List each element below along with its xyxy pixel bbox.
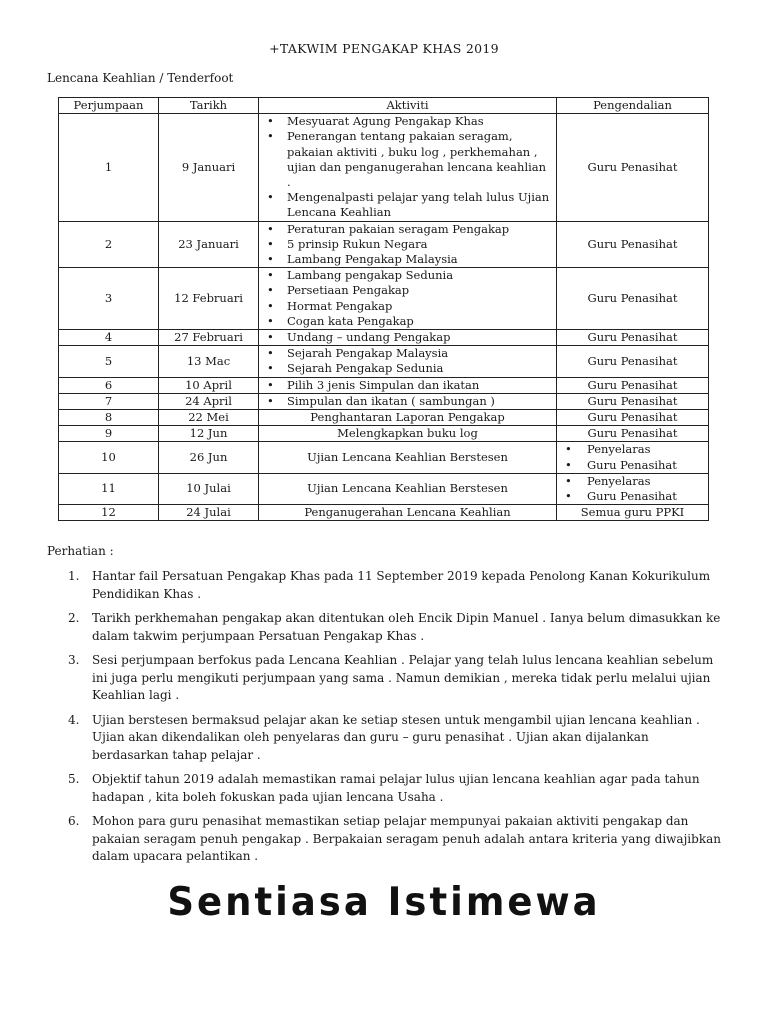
meeting-number: 7 xyxy=(59,393,159,409)
table-row xyxy=(59,114,709,221)
table-row xyxy=(59,346,709,377)
note-text: Sesi perjumpaan berfokus pada Lencana Keahlian . Pelajar yang telah lulus lencana keahlian sebelum ini juga perlu mengikuti perjumpaan yang sama . Namun demikian , mereka tidak perlu melalui ujian Keahlian lagi . xyxy=(92,653,714,702)
meeting-number: 10 xyxy=(59,442,159,473)
activity-cell xyxy=(259,377,557,393)
handler-item: • Guru Penasihat xyxy=(561,458,704,473)
handler-cell: Guru Penasihat xyxy=(557,330,709,346)
activity-item: • Sejarah Pengakap Sedunia xyxy=(263,361,552,376)
meeting-number: 6 xyxy=(59,377,159,393)
handler-cell: Guru Penasihat xyxy=(557,268,709,330)
table-row xyxy=(59,410,709,426)
meeting-number: 9 xyxy=(59,426,159,442)
activity-item: • 5 prinsip Rukun Negara xyxy=(263,237,552,252)
activity-item: • Lambang pengakap Sedunia xyxy=(263,268,552,283)
list-item xyxy=(62,610,722,645)
header-perjumpaan: Perjumpaan xyxy=(59,98,159,114)
note-text: Hantar fail Persatuan Pengakap Khas pada 11 September 2019 kepada Penolong Kanan Kokurikulum Pendidikan Khas . xyxy=(92,569,711,601)
meeting-number: 11 xyxy=(59,473,159,504)
activity-cell: Ujian Lencana Keahlian Berstesen xyxy=(259,473,557,504)
table-row xyxy=(59,426,709,442)
notes-heading: Perhatian : xyxy=(47,544,114,558)
table-row xyxy=(59,505,709,521)
handler-cell: Guru Penasihat xyxy=(557,393,709,409)
activity-item: • Peraturan pakaian seragam Pengakap xyxy=(263,222,552,237)
header-aktiviti: Aktiviti xyxy=(259,98,557,114)
meeting-number: 3 xyxy=(59,268,159,330)
activity-cell: Penganugerahan Lencana Keahlian xyxy=(259,505,557,521)
meeting-date: 23 Januari xyxy=(159,221,259,268)
meeting-date: 10 Julai xyxy=(159,473,259,504)
meeting-date: 26 Jun xyxy=(159,442,259,473)
note-number: 6. xyxy=(68,814,80,828)
activity-item: • Lambang Pengakap Malaysia xyxy=(263,252,552,267)
table-row xyxy=(59,330,709,346)
meeting-number: 2 xyxy=(59,221,159,268)
activity-cell xyxy=(259,346,557,377)
note-number: 1. xyxy=(68,569,80,583)
meeting-number: 1 xyxy=(59,114,159,221)
meeting-number: 12 xyxy=(59,505,159,521)
list-item xyxy=(62,712,722,765)
notes-list xyxy=(62,568,722,873)
activity-item: • Hormat Pengakap xyxy=(263,299,552,314)
table-row xyxy=(59,473,709,504)
table-header-row xyxy=(59,98,709,114)
list-item xyxy=(62,813,722,866)
activity-cell xyxy=(259,268,557,330)
handler-cell: Guru Penasihat xyxy=(557,346,709,377)
note-number: 2. xyxy=(68,611,80,625)
note-text: Tarikh perkhemahan pengakap akan ditentukan oleh Encik Dipin Manuel . Ianya belum dimasukkan ke dalam takwim perjumpaan Persatuan Pengakap Khas . xyxy=(92,611,721,643)
handler-cell: Guru Penasihat xyxy=(557,114,709,221)
meeting-date: 27 Februari xyxy=(159,330,259,346)
activity-cell: Penghantaran Laporan Pengakap xyxy=(259,410,557,426)
handler-cell: Guru Penasihat xyxy=(557,410,709,426)
meeting-date: 24 April xyxy=(159,393,259,409)
activity-item: • Undang – undang Pengakap xyxy=(263,330,552,345)
table-row xyxy=(59,377,709,393)
activity-cell: Ujian Lencana Keahlian Berstesen xyxy=(259,442,557,473)
meeting-number: 4 xyxy=(59,330,159,346)
document-subtitle: Lencana Keahlian / Tenderfoot xyxy=(47,71,234,85)
meeting-date: 12 Februari xyxy=(159,268,259,330)
meeting-date: 9 Januari xyxy=(159,114,259,221)
list-item xyxy=(62,771,722,806)
handler-cell: Guru Penasihat xyxy=(557,377,709,393)
table-row xyxy=(59,221,709,268)
meeting-date: 24 Julai xyxy=(159,505,259,521)
note-text: Ujian berstesen bermaksud pelajar akan ke setiap stesen untuk mengambil ujian lencana keahlian . Ujian akan dikendalikan oleh penyelaras dan guru – guru penasihat . Ujian akan dijalankan berdasarkan tahap pelajar . xyxy=(92,712,700,762)
activity-item: • Persetiaan Pengakap xyxy=(263,283,552,298)
header-tarikh: Tarikh xyxy=(159,98,259,114)
meeting-date: 22 Mei xyxy=(159,410,259,426)
note-number: 5. xyxy=(68,772,80,786)
activity-item: • Mengenalpasti pelajar yang telah lulus Ujian Lencana Keahlian xyxy=(263,190,552,220)
list-item xyxy=(62,568,722,603)
handler-cell: Guru Penasihat xyxy=(557,426,709,442)
meeting-date: 12 Jun xyxy=(159,426,259,442)
meeting-number: 5 xyxy=(59,346,159,377)
activity-cell xyxy=(259,114,557,221)
note-number: 4. xyxy=(68,712,80,727)
handler-item: • Penyelaras xyxy=(561,474,704,489)
table-row xyxy=(59,268,709,330)
activity-item: • Pilih 3 jenis Simpulan dan ikatan xyxy=(263,378,552,393)
note-text: Mohon para guru penasihat memastikan setiap pelajar mempunyai pakaian aktiviti pengakap dan pakaian seragam penuh pengakap . Berpakaian seragam penuh adalah antara kriteria yang diwajibkan dalam upacara pelantikan . xyxy=(92,814,721,863)
motto-banner: Sentiasa Istimewa xyxy=(167,878,601,925)
activity-item: • Penerangan tentang pakaian seragam, pakaian aktiviti , buku log , perkhemahan , ujian dan penganugerahan lencana keahlian . xyxy=(263,129,552,190)
handler-item: • Guru Penasihat xyxy=(561,489,704,504)
meeting-date: 10 April xyxy=(159,377,259,393)
meeting-date: 13 Mac xyxy=(159,346,259,377)
schedule-table xyxy=(58,97,709,521)
list-item xyxy=(62,652,722,705)
meeting-number: 8 xyxy=(59,410,159,426)
handler-cell: Guru Penasihat xyxy=(557,221,709,268)
activity-cell xyxy=(259,393,557,409)
activity-cell xyxy=(259,221,557,268)
handler-cell: Semua guru PPKI xyxy=(557,505,709,521)
note-number: 3. xyxy=(68,653,80,667)
activity-item: • Sejarah Pengakap Malaysia xyxy=(263,346,552,361)
activity-item: • Simpulan dan ikatan ( sambungan ) xyxy=(263,394,552,409)
activity-cell: Melengkapkan buku log xyxy=(259,426,557,442)
activity-cell xyxy=(259,330,557,346)
table-row xyxy=(59,393,709,409)
table-row xyxy=(59,442,709,473)
note-text: Objektif tahun 2019 adalah memastikan ramai pelajar lulus ujian lencana keahlian agar pada tahun hadapan , kita boleh fokuskan pada ujian lencana Usaha . xyxy=(92,772,700,804)
handler-cell xyxy=(557,473,709,504)
header-pengendalian: Pengendalian xyxy=(557,98,709,114)
document-title: +TAKWIM PENGAKAP KHAS 2019 xyxy=(269,41,499,56)
handler-cell xyxy=(557,442,709,473)
activity-item: • Mesyuarat Agung Pengakap Khas xyxy=(263,114,552,129)
handler-item: • Penyelaras xyxy=(561,442,704,457)
activity-item: • Cogan kata Pengakap xyxy=(263,314,552,329)
